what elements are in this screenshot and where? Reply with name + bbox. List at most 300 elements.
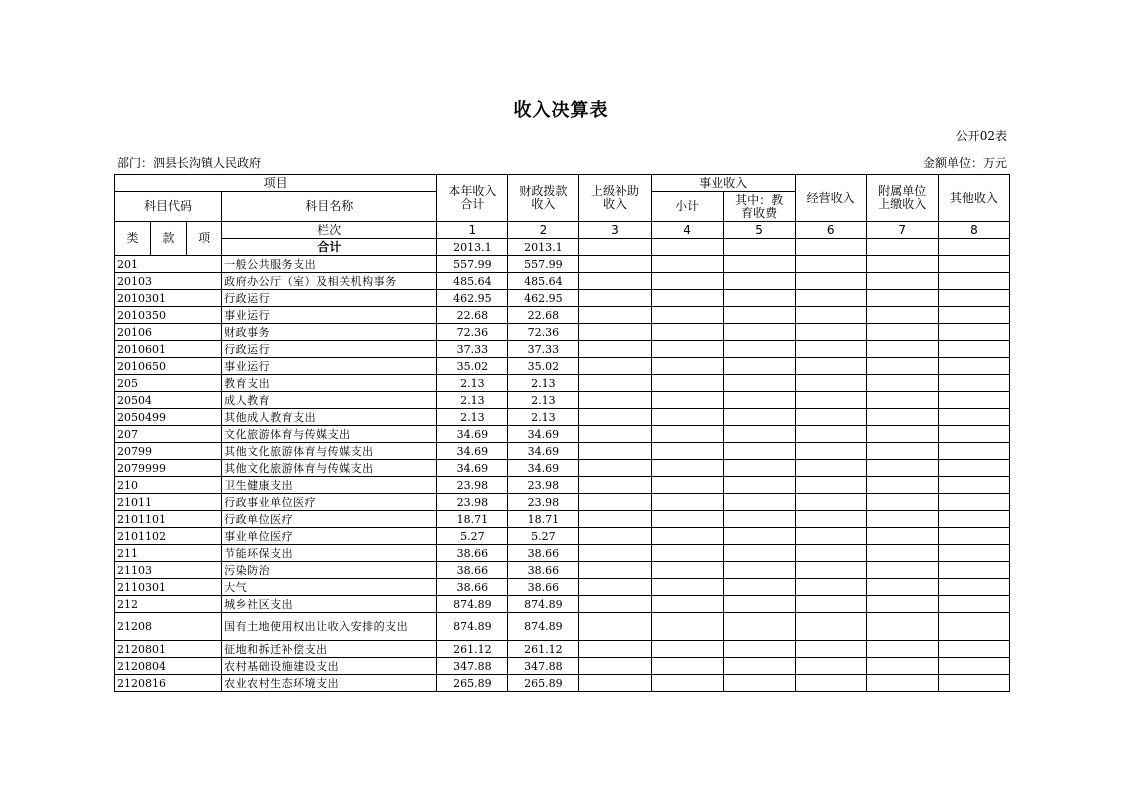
- empty-cell: [938, 675, 1009, 692]
- subject-name-cell: 大气: [222, 579, 437, 596]
- empty-cell: [723, 409, 795, 426]
- empty-cell: [651, 307, 723, 324]
- subject-name-cell: 事业单位医疗: [222, 528, 437, 545]
- table-row: [115, 273, 1010, 290]
- page-title: 收入决算表: [513, 100, 609, 121]
- empty-cell: [866, 494, 938, 511]
- fiscal-income-cell: 2.13: [508, 392, 579, 409]
- fiscal-income-cell: 38.66: [508, 545, 579, 562]
- table-row: [115, 511, 1010, 528]
- subject-code-cell: 2050499: [115, 409, 222, 426]
- table-row: [115, 477, 1010, 494]
- subject-name-cell: 国有土地使用权出让收入安排的支出: [222, 613, 437, 641]
- empty-cell: [866, 256, 938, 273]
- total-row-label: 合计: [222, 239, 437, 256]
- amount-unit-label: 金额单位：万元: [922, 156, 1007, 170]
- empty-cell: [723, 290, 795, 307]
- subject-name-cell: 其他文化旅游体育与传媒支出: [222, 443, 437, 460]
- total-income-cell: 35.02: [437, 358, 508, 375]
- subject-name-cell: 节能环保支出: [222, 545, 437, 562]
- total-income-cell: 22.68: [437, 307, 508, 324]
- empty-cell: [651, 341, 723, 358]
- subject-code-cell: 2120801: [115, 641, 222, 658]
- empty-cell: [651, 358, 723, 375]
- empty-cell: [795, 641, 866, 658]
- empty-cell: [866, 511, 938, 528]
- subject-code-cell: 207: [115, 426, 222, 443]
- empty-cell: [795, 562, 866, 579]
- total-income-cell: 2.13: [437, 392, 508, 409]
- empty-cell: [866, 460, 938, 477]
- fiscal-income-cell: 874.89: [508, 613, 579, 641]
- empty-cell: [795, 579, 866, 596]
- empty-cell: [795, 658, 866, 675]
- empty-cell: [651, 641, 723, 658]
- empty-cell: [723, 596, 795, 613]
- empty-cell: [651, 562, 723, 579]
- subject-code-cell: 20106: [115, 324, 222, 341]
- empty-cell: [866, 375, 938, 392]
- subject-name-cell: 其他文化旅游体育与传媒支出: [222, 460, 437, 477]
- empty-cell: [938, 375, 1009, 392]
- table-row: [115, 358, 1010, 375]
- fiscal-income-cell: 5.27: [508, 528, 579, 545]
- total-income-cell: 874.89: [437, 613, 508, 641]
- empty-cell: [866, 528, 938, 545]
- total-income-cell: 557.99: [437, 256, 508, 273]
- fiscal-income-cell: 38.66: [508, 579, 579, 596]
- empty-cell: [579, 477, 651, 494]
- empty-cell: [866, 443, 938, 460]
- header-business: 事业收入: [651, 175, 795, 192]
- fiscal-income-cell: 35.02: [508, 358, 579, 375]
- table-row: [115, 409, 1010, 426]
- empty-cell: [723, 528, 795, 545]
- fiscal-income-cell: 38.66: [508, 562, 579, 579]
- subject-code-cell: 2010350: [115, 307, 222, 324]
- empty-cell: [795, 392, 866, 409]
- empty-cell: [723, 641, 795, 658]
- empty-cell: [723, 658, 795, 675]
- subject-name-cell: 农业农村生态环境支出: [222, 675, 437, 692]
- empty-cell: [651, 443, 723, 460]
- subject-name-cell: 事业运行: [222, 358, 437, 375]
- total-income-cell: 34.69: [437, 443, 508, 460]
- empty-cell: [795, 460, 866, 477]
- table-row: [115, 494, 1010, 511]
- col-num: 6: [795, 222, 866, 239]
- subject-name-cell: 农村基础设施建设支出: [222, 658, 437, 675]
- subject-name-cell: 政府办公厅（室）及相关机构事务: [222, 273, 437, 290]
- empty-cell: [938, 545, 1009, 562]
- income-table: [114, 174, 1010, 692]
- empty-cell: [795, 613, 866, 641]
- empty-cell: [579, 443, 651, 460]
- fiscal-income-cell: 22.68: [508, 307, 579, 324]
- empty-cell: [723, 375, 795, 392]
- empty-cell: [651, 477, 723, 494]
- col-num: 3: [579, 222, 651, 239]
- subject-name-cell: 城乡社区支出: [222, 596, 437, 613]
- empty-cell: [651, 409, 723, 426]
- empty-cell: [795, 443, 866, 460]
- subject-name-cell: 行政事业单位医疗: [222, 494, 437, 511]
- subject-code-cell: 2120804: [115, 658, 222, 675]
- empty-cell: [795, 358, 866, 375]
- table-row: [115, 341, 1010, 358]
- subject-code-cell: 21103: [115, 562, 222, 579]
- empty-cell: [579, 375, 651, 392]
- empty-cell: [938, 256, 1009, 273]
- subject-code-cell: 20103: [115, 273, 222, 290]
- header-superior: 上级补助收入: [579, 175, 651, 222]
- fiscal-income-cell: 18.71: [508, 511, 579, 528]
- empty-cell: [938, 358, 1009, 375]
- fiscal-income-cell: 72.36: [508, 324, 579, 341]
- subject-code-cell: 212: [115, 596, 222, 613]
- empty-cell: [651, 256, 723, 273]
- total-income-cell: 462.95: [437, 290, 508, 307]
- empty-cell: [723, 511, 795, 528]
- empty-cell: [795, 324, 866, 341]
- empty-cell: [938, 460, 1009, 477]
- empty-cell: [938, 324, 1009, 341]
- subject-name-cell: 行政单位医疗: [222, 511, 437, 528]
- empty-cell: [579, 596, 651, 613]
- table-row: [115, 256, 1010, 273]
- empty-cell: [651, 273, 723, 290]
- empty-cell: [795, 596, 866, 613]
- empty-cell: [723, 392, 795, 409]
- subject-name-cell: 成人教育: [222, 392, 437, 409]
- empty-cell: [579, 511, 651, 528]
- empty-cell: [866, 273, 938, 290]
- empty-cell: [795, 511, 866, 528]
- empty-cell: [866, 358, 938, 375]
- subject-code-cell: 2120816: [115, 675, 222, 692]
- empty-cell: [795, 341, 866, 358]
- fiscal-income-cell: 37.33: [508, 341, 579, 358]
- table-row: [115, 392, 1010, 409]
- empty-cell: [795, 409, 866, 426]
- empty-cell: [795, 494, 866, 511]
- subject-code-cell: 2010650: [115, 358, 222, 375]
- total-income-cell: 38.66: [437, 562, 508, 579]
- empty-cell: [795, 477, 866, 494]
- empty-cell: [795, 273, 866, 290]
- empty-cell: [651, 545, 723, 562]
- header-xiang: 项: [187, 222, 222, 256]
- subject-code-cell: 21208: [115, 613, 222, 641]
- header-item: 项目: [115, 175, 437, 192]
- subject-code-cell: 21011: [115, 494, 222, 511]
- empty-cell: [723, 579, 795, 596]
- table-row: [115, 579, 1010, 596]
- header-lanci: 栏次: [222, 222, 437, 239]
- empty-cell: [938, 528, 1009, 545]
- empty-cell: [866, 675, 938, 692]
- total-income-cell: 23.98: [437, 494, 508, 511]
- table-row: [115, 658, 1010, 675]
- table-row: [115, 641, 1010, 658]
- col-num: 4: [651, 222, 723, 239]
- subject-name-cell: 教育支出: [222, 375, 437, 392]
- form-number: 公开02表: [955, 129, 1007, 143]
- empty-cell: [723, 341, 795, 358]
- col-num: 7: [866, 222, 938, 239]
- empty-cell: [579, 545, 651, 562]
- fiscal-income-cell: 34.69: [508, 460, 579, 477]
- total-income-cell: 261.12: [437, 641, 508, 658]
- subject-code-cell: 2010301: [115, 290, 222, 307]
- subject-code-cell: 20504: [115, 392, 222, 409]
- empty-cell: [723, 324, 795, 341]
- empty-cell: [795, 290, 866, 307]
- total-income-cell: 18.71: [437, 511, 508, 528]
- fiscal-income-cell: 34.69: [508, 443, 579, 460]
- empty-cell: [579, 528, 651, 545]
- empty-cell: [579, 658, 651, 675]
- total-income-cell: 34.69: [437, 460, 508, 477]
- empty-cell: [579, 290, 651, 307]
- total-income-cell: 38.66: [437, 579, 508, 596]
- empty-cell: [651, 290, 723, 307]
- subject-code-cell: 2010601: [115, 341, 222, 358]
- empty-cell: [723, 477, 795, 494]
- empty-cell: [651, 613, 723, 641]
- empty-cell: [723, 443, 795, 460]
- empty-cell: [723, 545, 795, 562]
- header-subject-code: 科目代码: [115, 192, 222, 222]
- empty-cell: [579, 392, 651, 409]
- empty-cell: [795, 426, 866, 443]
- header-subtotal: 小计: [651, 192, 723, 222]
- header-other: 其他收入: [938, 175, 1009, 222]
- table-row: [115, 613, 1010, 641]
- empty-cell: [938, 443, 1009, 460]
- header-edu-fee: 其中：教育收费: [723, 192, 795, 222]
- empty-cell: [723, 494, 795, 511]
- empty-cell: [651, 511, 723, 528]
- subject-code-cell: 2079999: [115, 460, 222, 477]
- empty-cell: [579, 562, 651, 579]
- subject-name-cell: 卫生健康支出: [222, 477, 437, 494]
- table-row: [115, 324, 1010, 341]
- empty-cell: [938, 511, 1009, 528]
- total-income-cell: 485.64: [437, 273, 508, 290]
- empty-cell: [723, 460, 795, 477]
- empty-cell: [651, 426, 723, 443]
- empty-cell: [651, 579, 723, 596]
- empty-cell: [866, 545, 938, 562]
- empty-cell: [795, 528, 866, 545]
- fiscal-income-cell: 462.95: [508, 290, 579, 307]
- empty-cell: [651, 324, 723, 341]
- header-subject-name: 科目名称: [222, 192, 437, 222]
- col-num: 5: [723, 222, 795, 239]
- empty-cell: [723, 426, 795, 443]
- subject-code-cell: 2110301: [115, 579, 222, 596]
- fiscal-income-cell: 23.98: [508, 477, 579, 494]
- header-operating: 经营收入: [795, 175, 866, 222]
- subject-name-cell: 一般公共服务支出: [222, 256, 437, 273]
- empty-cell: [579, 579, 651, 596]
- table-row: [115, 426, 1010, 443]
- empty-cell: [938, 494, 1009, 511]
- empty-cell: [938, 307, 1009, 324]
- empty-cell: [723, 307, 795, 324]
- total-income-cell: 34.69: [437, 426, 508, 443]
- col-num: 1: [437, 222, 508, 239]
- fiscal-income-cell: 2.13: [508, 409, 579, 426]
- empty-cell: [866, 392, 938, 409]
- empty-cell: [795, 375, 866, 392]
- empty-cell: [795, 675, 866, 692]
- empty-cell: [795, 256, 866, 273]
- empty-cell: [651, 528, 723, 545]
- empty-cell: [938, 273, 1009, 290]
- header-fiscal: 财政拨款收入: [508, 175, 579, 222]
- total-income-cell: 72.36: [437, 324, 508, 341]
- total-income-cell: 2.13: [437, 375, 508, 392]
- table-row: [115, 307, 1010, 324]
- table-row: [115, 596, 1010, 613]
- empty-cell: [579, 341, 651, 358]
- empty-cell: [938, 579, 1009, 596]
- header-affiliated: 附属单位上缴收入: [866, 175, 938, 222]
- subject-name-cell: 行政运行: [222, 341, 437, 358]
- fiscal-income-cell: 874.89: [508, 596, 579, 613]
- empty-cell: [866, 562, 938, 579]
- empty-cell: [938, 596, 1009, 613]
- table-row: [115, 562, 1010, 579]
- fiscal-income-cell: 347.88: [508, 658, 579, 675]
- empty-cell: [938, 658, 1009, 675]
- subject-code-cell: 210: [115, 477, 222, 494]
- total-income-cell: 2.13: [437, 409, 508, 426]
- empty-cell: [866, 341, 938, 358]
- empty-cell: [579, 273, 651, 290]
- subject-code-cell: 201: [115, 256, 222, 273]
- subject-code-cell: 20799: [115, 443, 222, 460]
- total-income-cell: 265.89: [437, 675, 508, 692]
- empty-cell: [579, 613, 651, 641]
- subject-name-cell: 财政事务: [222, 324, 437, 341]
- empty-cell: [579, 641, 651, 658]
- col-num: 8: [938, 222, 1009, 239]
- subject-code-cell: 205: [115, 375, 222, 392]
- empty-cell: [651, 392, 723, 409]
- empty-cell: [651, 494, 723, 511]
- empty-cell: [579, 675, 651, 692]
- empty-cell: [579, 256, 651, 273]
- subject-name-cell: 污染防治: [222, 562, 437, 579]
- table-row: [115, 443, 1010, 460]
- empty-cell: [938, 426, 1009, 443]
- header-kuan: 款: [151, 222, 187, 256]
- col-num: 2: [508, 222, 579, 239]
- subject-name-cell: 事业运行: [222, 307, 437, 324]
- fiscal-income-cell: 265.89: [508, 675, 579, 692]
- empty-cell: [723, 562, 795, 579]
- fiscal-income-cell: 23.98: [508, 494, 579, 511]
- empty-cell: [866, 613, 938, 641]
- total-income-cell: 5.27: [437, 528, 508, 545]
- table-row: [115, 460, 1010, 477]
- empty-cell: [723, 256, 795, 273]
- empty-cell: [579, 324, 651, 341]
- empty-cell: [866, 658, 938, 675]
- empty-cell: [795, 545, 866, 562]
- total-row-income: 2013.1: [437, 239, 508, 256]
- empty-cell: [938, 477, 1009, 494]
- empty-cell: [651, 596, 723, 613]
- total-income-cell: 38.66: [437, 545, 508, 562]
- empty-cell: [723, 273, 795, 290]
- empty-cell: [651, 375, 723, 392]
- table-row: [115, 545, 1010, 562]
- empty-cell: [938, 290, 1009, 307]
- subject-name-cell: 文化旅游体育与传媒支出: [222, 426, 437, 443]
- fiscal-income-cell: 557.99: [508, 256, 579, 273]
- empty-cell: [938, 392, 1009, 409]
- empty-cell: [579, 426, 651, 443]
- empty-cell: [938, 641, 1009, 658]
- subject-name-cell: 征地和拆迁补偿支出: [222, 641, 437, 658]
- empty-cell: [579, 307, 651, 324]
- subject-code-cell: 2101102: [115, 528, 222, 545]
- table-row: [115, 290, 1010, 307]
- empty-cell: [938, 409, 1009, 426]
- fiscal-income-cell: 485.64: [508, 273, 579, 290]
- subject-name-cell: 其他成人教育支出: [222, 409, 437, 426]
- empty-cell: [866, 426, 938, 443]
- subject-code-cell: 211: [115, 545, 222, 562]
- empty-cell: [938, 341, 1009, 358]
- empty-cell: [579, 460, 651, 477]
- table-row: [115, 375, 1010, 392]
- empty-cell: [651, 460, 723, 477]
- empty-cell: [866, 290, 938, 307]
- total-income-cell: 874.89: [437, 596, 508, 613]
- total-row-fiscal: 2013.1: [508, 239, 579, 256]
- header-lei: 类: [115, 222, 151, 256]
- empty-cell: [866, 409, 938, 426]
- fiscal-income-cell: 34.69: [508, 426, 579, 443]
- subject-code-cell: 2101101: [115, 511, 222, 528]
- empty-cell: [795, 307, 866, 324]
- total-income-cell: 37.33: [437, 341, 508, 358]
- table-row: [115, 528, 1010, 545]
- empty-cell: [723, 613, 795, 641]
- empty-cell: [938, 613, 1009, 641]
- header-total-income: 本年收入合计: [437, 175, 508, 222]
- empty-cell: [866, 596, 938, 613]
- empty-cell: [579, 494, 651, 511]
- empty-cell: [579, 358, 651, 375]
- table-row: [115, 675, 1010, 692]
- empty-cell: [651, 675, 723, 692]
- empty-cell: [579, 409, 651, 426]
- empty-cell: [866, 579, 938, 596]
- empty-cell: [866, 324, 938, 341]
- empty-cell: [866, 477, 938, 494]
- empty-cell: [866, 307, 938, 324]
- empty-cell: [866, 641, 938, 658]
- empty-cell: [723, 358, 795, 375]
- department-label: 部门：泗县长沟镇人民政府: [117, 156, 262, 170]
- fiscal-income-cell: 2.13: [508, 375, 579, 392]
